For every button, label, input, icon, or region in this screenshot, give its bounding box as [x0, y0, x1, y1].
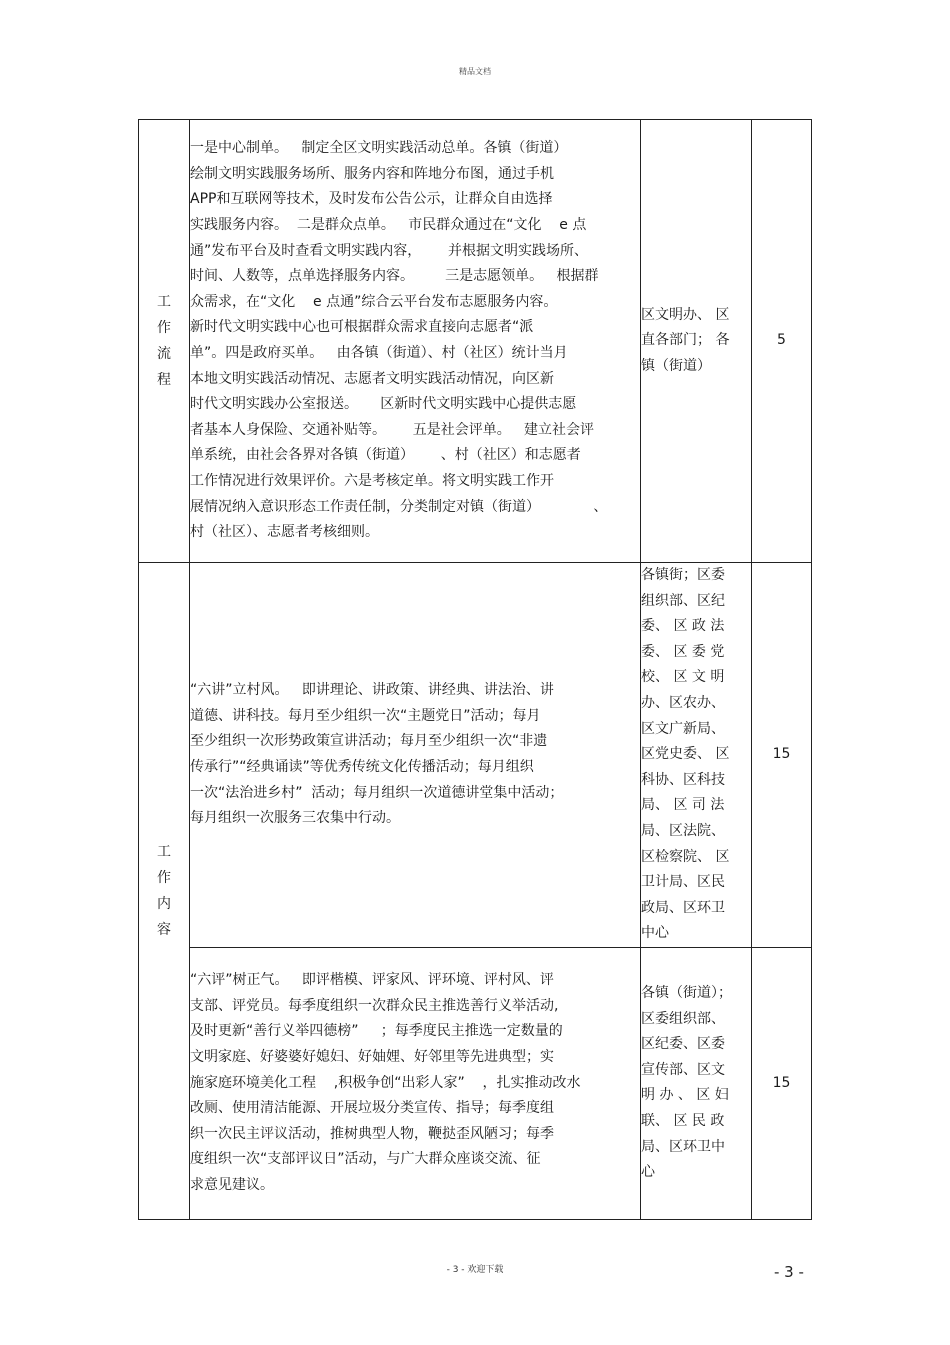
- text-line: 村（社区）、志愿者考核细则。: [190, 524, 379, 541]
- text-line: 区检察院、 区: [641, 848, 730, 865]
- department-cell: [641, 120, 752, 563]
- content-cell: [190, 120, 641, 563]
- category-char: 流: [157, 346, 171, 362]
- text-line: 本地文明实践活动情况、志愿者文明实践活动情况，向区新: [190, 370, 554, 387]
- text-line: 文明家庭、好婆婆好媳妇、好妯娌、好邻里等先进典型；实: [190, 1049, 554, 1066]
- text-line: 委、 区 委 党: [641, 643, 725, 660]
- content-cell: [190, 563, 641, 948]
- text-line: 区纪委、区委: [641, 1036, 725, 1053]
- text-line: 每月组织一次服务三农集中行动。: [190, 810, 400, 827]
- category-char: 工: [157, 294, 171, 310]
- department-text: [641, 303, 751, 380]
- category-char: 内: [157, 895, 171, 912]
- category-label: [139, 839, 189, 943]
- department-text: [641, 563, 751, 947]
- text-line: 局、 区 司 法: [641, 797, 725, 814]
- score-cell: 15: [752, 563, 812, 948]
- score-cell: 15: [752, 947, 812, 1219]
- category-cell: [139, 563, 190, 1220]
- text-line: 局、区环卫中: [641, 1138, 725, 1155]
- department-text: [641, 981, 751, 1186]
- text-line: 至少组织一次形势政策宣讲活动；每月至少组织一次“非遗: [190, 733, 548, 750]
- text-line: 校、 区 文 明: [641, 669, 725, 686]
- table-row: [139, 120, 812, 563]
- text-line: 心: [641, 1164, 655, 1181]
- text-line: 求意见建议。: [190, 1176, 274, 1193]
- text-line: 新时代文明实践中心也可根据群众需求直接向志愿者“派: [190, 319, 534, 336]
- text-line: 展情况纳入意识形态工作责任制，分类制定对镇（街道） 、: [190, 498, 608, 515]
- text-line: 一次“法治进乡村” 活动；每月组织一次道德讲堂集中活动；: [190, 784, 564, 801]
- text-line: 区文广新局、: [641, 720, 725, 737]
- department-cell: [641, 563, 752, 948]
- text-line: 局、区法院、: [641, 822, 725, 839]
- page-number: - 3 -: [774, 1263, 804, 1281]
- text-line: 时代文明实践办公室报送。 区新时代文明实践中心提供志愿: [190, 396, 577, 413]
- score-cell: 5: [752, 120, 812, 563]
- text-line: 一是中心制单。 制定全区文明实践活动总单。各镇（街道）: [190, 140, 568, 157]
- text-line: 组织部、区纪: [641, 592, 725, 609]
- department-cell: [641, 947, 752, 1219]
- text-line: 镇（街道）: [641, 357, 711, 374]
- text-line: 各镇（街道）；: [641, 985, 732, 1002]
- text-line: 众需求，在“文化 e 点通”综合云平台发布志愿服务内容。: [190, 293, 558, 310]
- text-line: 施家庭环境美化工程 ,积极争创“出彩人家” ，扎实推动改水: [190, 1074, 581, 1091]
- text-line: 办、区农办、: [641, 694, 725, 711]
- table-row: [139, 947, 812, 1219]
- content-text: [190, 678, 640, 832]
- content-cell: [190, 947, 641, 1219]
- category-char: 作: [157, 320, 171, 336]
- content-text: [190, 968, 640, 1198]
- text-line: “六评”树正气。 即评楷模、评家风、评环境、评村风、评: [190, 972, 554, 989]
- text-line: 传承行”“经典诵读”等优秀传统文化传播活动；每月组织: [190, 758, 534, 775]
- content-text: [190, 136, 640, 546]
- text-line: 织一次民主评议活动，推树典型人物，鞭挞歪风陋习；每季: [190, 1125, 554, 1142]
- footer-download-note: - 3 - 欢迎下载: [446, 1265, 504, 1275]
- category-char: 容: [157, 921, 171, 938]
- text-line: 区委组织部、: [641, 1010, 725, 1027]
- text-line: 者基本人身保险、交通补贴等。 五是社会评单。 建立社会评: [190, 421, 595, 438]
- text-line: 联、 区 民 政: [641, 1113, 725, 1129]
- text-line: 区文明办、 区: [641, 306, 730, 323]
- text-line: 区党史委、 区: [641, 746, 730, 763]
- work-table: [138, 119, 812, 1220]
- text-line: 实践服务内容。 二是群众点单。 市民群众通过在“文化 e 点: [190, 217, 587, 234]
- text-line: 改厕、使用清洁能源、开展垃圾分类宣传、指导；每季度组: [190, 1100, 554, 1117]
- text-line: “六讲”立村风。 即讲理论、讲政策、讲经典、讲法治、讲: [190, 682, 554, 699]
- text-line: 时间、人数等，点单选择服务内容。 三是志愿领单。 根据群: [190, 268, 599, 285]
- text-line: 及时更新“善行义举四德榜” ；每季度民主推选一定数量的: [190, 1023, 563, 1040]
- text-line: 单”。四是政府买单。 由各镇（街道）、村（社区）统计当月: [190, 345, 568, 361]
- header-watermark: 精品文档: [459, 67, 491, 76]
- text-line: 度组织一次“支部评议日”活动，与广大群众座谈交流、征: [190, 1151, 541, 1168]
- text-line: 支部、评党员。每季度组织一次群众民主推选善行义举活动,: [190, 997, 559, 1014]
- text-line: 政局、区环卫: [641, 899, 725, 916]
- text-line: 工作情况进行效果评价。六是考核定单。将文明实践工作开: [190, 472, 554, 489]
- text-line: 卫计局、区民: [641, 874, 725, 891]
- text-line: 绘制文明实践服务场所、服务内容和阵地分布图，通过手机: [190, 165, 554, 182]
- text-line: 各镇街；区委: [641, 567, 725, 583]
- text-line: 科协、区科技: [641, 771, 725, 788]
- text-line: 单系统，由社会各界对各镇（街道） 、村（社区）和志愿者: [190, 447, 581, 464]
- text-line: 明 办 、 区 妇: [641, 1087, 729, 1104]
- category-cell: [139, 120, 190, 563]
- category-char: 作: [157, 869, 171, 886]
- text-line: 直各部门； 各: [641, 332, 730, 349]
- category-label: [139, 289, 189, 393]
- category-char: 程: [157, 372, 171, 388]
- category-char: 工: [157, 843, 171, 860]
- text-line: 宣传部、区文: [641, 1061, 725, 1078]
- text-line: 委、 区 政 法: [641, 618, 725, 635]
- text-line: 通”发布平台及时查看文明实践内容， 并根据文明实践场所、: [190, 242, 588, 259]
- table-row: [139, 563, 812, 948]
- text-line: 道德、讲科技。每月至少组织一次“主题党日”活动；每月: [190, 707, 541, 724]
- text-line: 中心: [641, 925, 669, 942]
- text-line: APP和互联网等技术，及时发布公告公示，让群众自由选择: [190, 191, 553, 208]
